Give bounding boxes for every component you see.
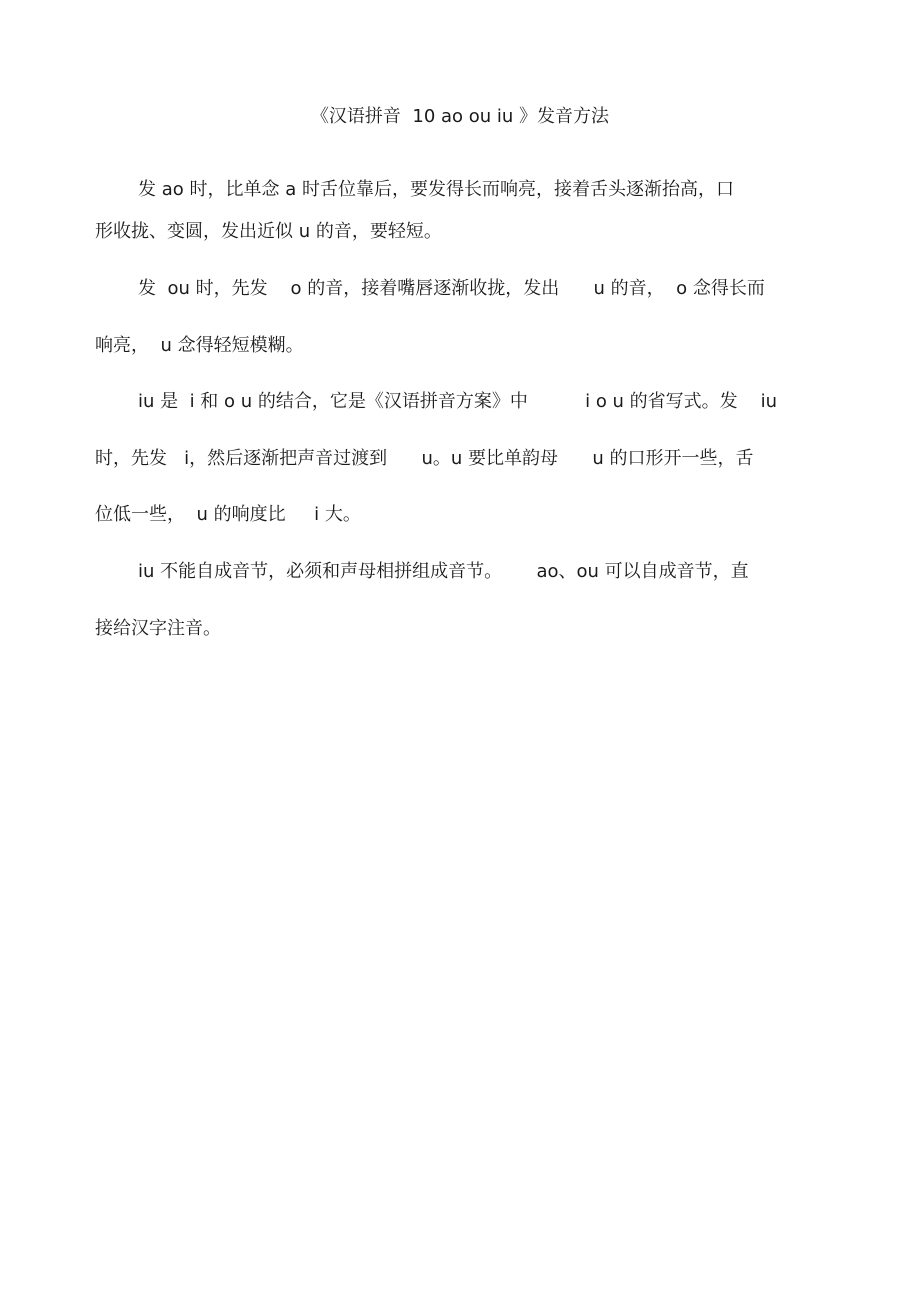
document-title: 《汉语拼音 10 ao ou iu 》发音方法	[310, 106, 610, 127]
paragraph-line: 发 ao 时，比单念 a 时舌位靠后，要发得长而响亮，接着舌头逐渐抬高，口	[138, 179, 734, 200]
paragraph-line: 响亮， u 念得轻短模糊。	[95, 335, 304, 356]
paragraph-line: iu 不能自成音节，必须和声母相拼组成音节。 ao、ou 可以自成音节，直	[138, 561, 749, 582]
paragraph-line: 形收拢、变圆，发出近似 u 的音，要轻短。	[95, 221, 442, 242]
paragraph-line: 发 ou 时，先发 o 的音，接着嘴唇逐渐收拢，发出 u 的音， o 念得长而	[138, 278, 765, 299]
paragraph-line: 接给汉字注音。	[95, 618, 221, 639]
paragraph-line: 位低一些， u 的响度比 i 大。	[95, 504, 361, 525]
paragraph-line: iu 是 i 和 o u 的结合，它是《汉语拼音方案》中 i o u 的省写式。发 iu	[138, 391, 777, 412]
paragraph-line: 时，先发 i，然后逐渐把声音过渡到 u。u 要比单韵母 u 的口形开一些，舌	[95, 448, 754, 469]
